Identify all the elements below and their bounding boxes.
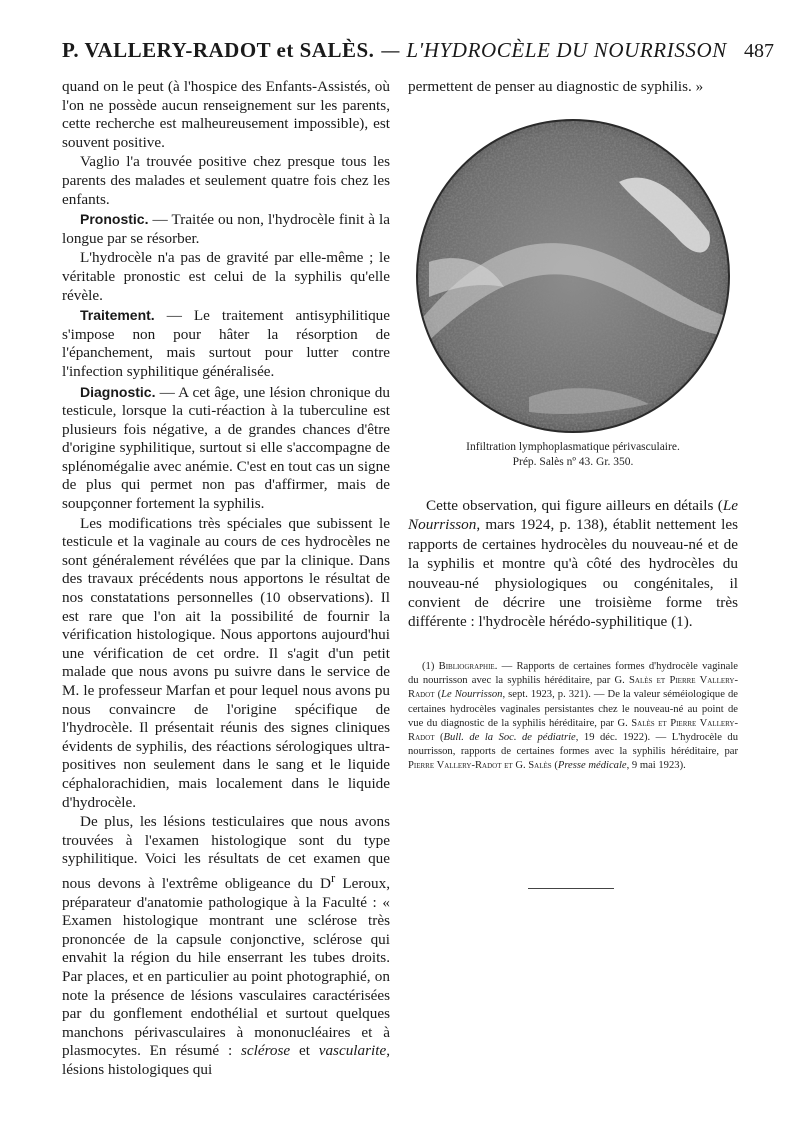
footnote-text — [408, 660, 738, 774]
obs-text-b: , mars 1924, p. 138), établit nettement les rapports de certaines hydrocèles du nouveau-né et de la syphilis et montre qu'à côté des hydrocèles du nouveau-né physiologiques ou congénitales, il convient de décrire une troisième forme très différente : l'hydrocèle hérédo-syphilitique (1). — [408, 516, 738, 631]
fn-text-f: ( — [551, 760, 558, 772]
fn-text-d: ( — [434, 732, 444, 744]
fn-authors-3: Pierre Vallery-Radot et G. Salès — [408, 760, 552, 772]
section-label-pronostic: Pronostic. — [80, 211, 149, 228]
figure-caption — [408, 440, 738, 470]
header-separator: — — [380, 38, 401, 62]
fn-number: (1) — [422, 661, 439, 672]
end-rule — [528, 888, 614, 889]
fn-authors-2: G. Salès et Pierre Vallery-Radot — [408, 717, 739, 744]
paragraph-pronostic — [62, 210, 390, 248]
lesions-text-a: De plus, les lésions testiculaires que nous avons trouvées à l'examen histologique sont du type syphilitique. Voici les résultats de cet examen que nous devons à l'extrême obligeance du D — [62, 813, 390, 892]
fn-text-g: , 9 mai 1923). — [626, 760, 686, 772]
page-number: 487 — [744, 40, 774, 62]
diagnostic-text: — A cet âge, une lésion chronique du testicule, lorsque la cuti-réaction à la tuberculine est plusieurs fois négative, a de grandes chances d'être d'origine syphilitique, surtout si elle s'accompagne de splénomégalie avec anémie. C'est en tout cas un signe de plus qui permet non pas d'affirmer, mais de soupçonner fortement la syphilis. — [62, 383, 390, 513]
running-header — [62, 38, 774, 70]
pronostic-text: — Traitée ou non, l'hydrocèle finit à la longue par se résorber. — [62, 211, 390, 247]
fn-italic-3: Presse médicale — [557, 760, 627, 772]
fn-italic-1: Le Nourrisson — [441, 689, 503, 701]
traitement-text: — Le traitement antisyphilitique s'impose non pour hâter la résorption de l'épanchement, mais surtout pour lutter contre l'infection syphilitique généralisée. — [62, 307, 390, 380]
section-label-diagnostic: Diagnostic. — [80, 383, 156, 400]
micrograph-image — [409, 112, 737, 440]
right-column — [408, 78, 739, 772]
paragraph-lesions — [62, 813, 390, 1079]
lesions-italic-sclerose: sclérose — [240, 1042, 291, 1060]
section-label-traitement: Traitement. — [80, 307, 155, 324]
fn-text-c: , sept. 1923, p. 321). — De la valeur séméiologique de certaines hydrocèles vaginales persistantes chez le nouveau-né au point de vue du diagnostic de la syphilis héréditaire, par — [408, 689, 738, 729]
observation-text — [408, 496, 738, 632]
fn-text-b: ( — [434, 689, 442, 701]
header-title: L'HYDROCÈLE DU NOURRISSON — [406, 38, 727, 62]
lesions-text-d: , lésions histologiques qui — [62, 1042, 390, 1078]
paragraph-diagnostic — [62, 383, 390, 514]
observation-paragraph — [408, 496, 738, 632]
lesions-text-b: Leroux, préparateur d'anatomie pathologique à la Faculté : « Examen histologique montrant une sclérose très prononcée de la capsule conjonctive, sclérose qui envahit la région du hile enserrant les tubes droits. Par places, et en particulier au point photographié, on note la présence de lésions vasculaires caractérisées par du gonflement endothélial et surtout quelques manchons périvasculaires à mononucléaires et à plasmocytes. En résumé : — [62, 875, 390, 1060]
fn-authors-1: G. Salès et Pierre Vallery-Radot — [408, 675, 739, 701]
paragraph-gravite: L'hydrocèle n'a pas de gravité par elle-même ; le véritable pronostic est celui de la syphilis qu'elle révèle. — [62, 249, 390, 304]
caption-line-1: Infiltration lymphoplasmatique périvasculaire. — [466, 441, 680, 453]
lesions-superscript: r — [331, 870, 336, 885]
header-authors: P. VALLERY-RADOT et SALÈS. — [62, 38, 375, 62]
fn-text-a: — Rapports de certaines formes d'hydrocèle vaginale du nourrisson avec la syphilis héréditaire, par — [408, 661, 738, 687]
paragraph-traitement — [62, 306, 390, 381]
quote-ending: permettent de penser au diagnostic de syphilis. » — [408, 78, 704, 95]
paragraph-modifications: Les modifications très spéciales que subissent le testicule et la vaginale au cours de ces hydrocèles ne sont généralement révélées que par la clinique. Dans des travaux précédents nous apportons le résultat de nos constatations personnelles (10 observations). Il est rare que l'on ait la possibilité de fournir la vérification histologique. Nous apportons aujourd'hui une vérification de cet ordre. Il s'agit d'un petit malade que nous avons pu suivre dans le service de M. le professeur Marfan et pour lequel nous avons pu nous convaincre de l'origine spécifique de l'hydrocèle. Il présentait réunis des signes cliniques évidents de syphilis, des réactions sérologiques ultra-positives non seulement dans le sang et le liquide céphalorachidien, mais localement dans le liquide d'hydrocèle. — [62, 514, 390, 811]
footnote-bibliography — [408, 660, 738, 774]
fn-text-e: , 19 déc. 1922). — L'hydrocèle du nourrisson, rapports de certaines formes avec la syphilis héréditaire, par — [408, 732, 738, 758]
paragraph-continuation: quand on le peut (à l'hospice des Enfants-Assistés, où l'on ne possède aucun renseignement sur les parents, cette recherche est malheureusement impossible), est souvent positive. — [62, 78, 390, 151]
lesions-italic-vascularite: vascularite — [318, 1042, 387, 1060]
micrograph-figure — [409, 112, 737, 440]
caption-line-2: Prép. Salès nº 43. Gr. 350. — [512, 456, 634, 468]
left-column — [62, 78, 390, 1081]
fn-italic-2: Bull. de la Soc. de pédiatrie — [443, 732, 576, 744]
fn-label: Bibliographie. — [438, 661, 498, 672]
obs-text-a: Cette observation, qui figure ailleurs en détails ( — [426, 497, 723, 514]
obs-italic-journal: Le Nourrisson — [408, 497, 738, 534]
paragraph-vaglio: Vaglio l'a trouvée positive chez presque tous les parents des malades et seulement quatre fois chez les enfants. — [62, 153, 390, 208]
lesions-text-c: et — [290, 1042, 319, 1060]
